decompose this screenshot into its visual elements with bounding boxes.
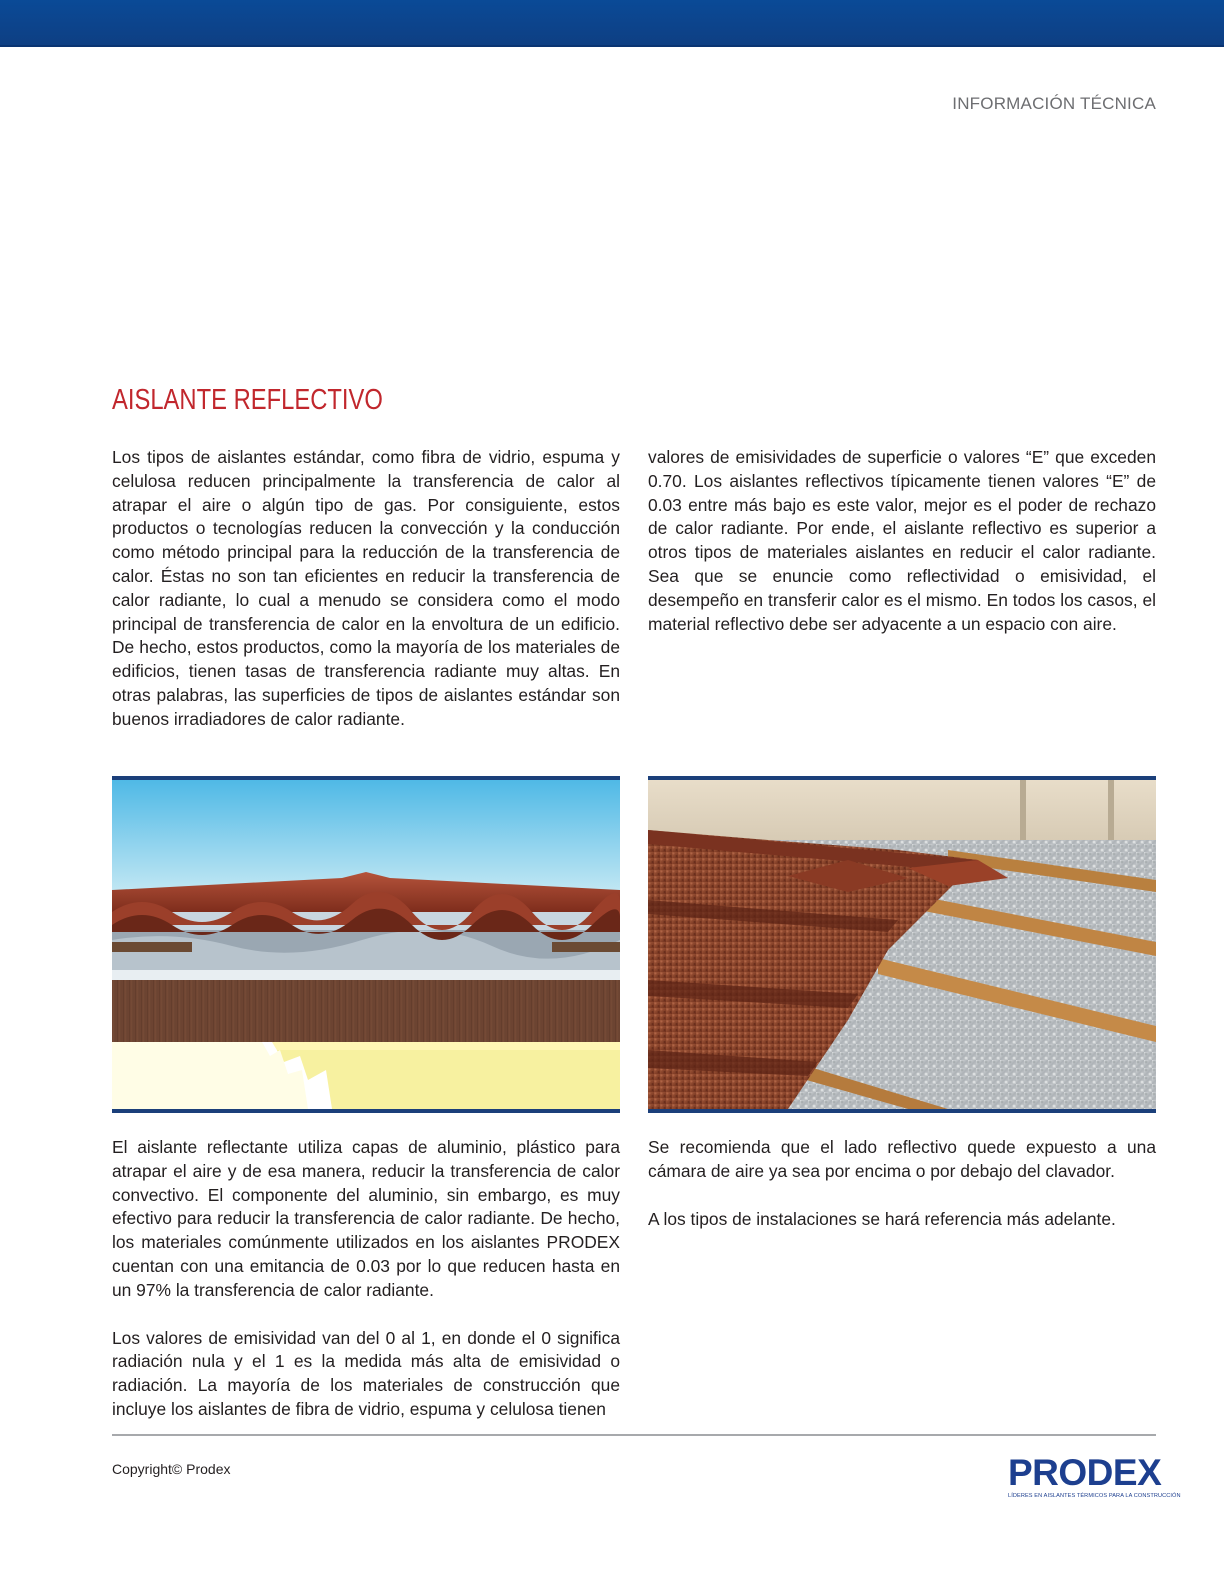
prodex-logo: [1008, 1452, 1181, 1499]
column-top-right: [648, 446, 1156, 636]
logo-wordmark: PRODEX: [1008, 1452, 1162, 1493]
figure-bottom-bar: [648, 1109, 1156, 1113]
paragraph: Los valores de emisividad van del 0 al 1, en donde el 0 significa radiación nula y el 1 es la medida más alta de emisividad o radiación. La mayoría de los materiales de construcción que incluye los aislantes de fibra de vidrio, espuma y celulosa tienen: [112, 1327, 620, 1419]
paragraph: valores de emisividades de superficie o valores “E” que exceden 0.70. Los aislantes reflectivos típicamente tienen valores “E” de 0.03 entre más bajo es este valor, mejor es el poder de rechazo de calor radiante. Por ende, el aislante reflectivo es superior a otros tipos de materiales aislantes en reducir el calor radiante. Sea que se enuncie como reflectividad o emisividad, el desempeño en transferir calor es el mismo. En todos los casos, el material reflectivo debe ser adyacente a un espacio con aire.: [648, 447, 1156, 634]
paragraph: A los tipos de instalaciones se hará referencia más adelante.: [648, 1208, 1116, 1229]
copyright: Copyright© Prodex: [112, 1461, 231, 1477]
roof-tiles-figure: [648, 776, 1156, 1113]
paragraph: Se recomienda que el lado reflectivo quede expuesto a una cámara de aire ya sea por encima o por debajo del clavador.: [648, 1137, 1156, 1181]
roof-section-illustration-icon: [112, 780, 620, 1109]
column-bottom-right: [648, 1136, 1156, 1231]
roof-section-figure: [112, 776, 620, 1113]
roof-tiles-photo-icon: [648, 780, 1156, 1109]
section-title: AISLANTE REFLECTIVO: [112, 384, 383, 416]
logo-tagline: LÍDERES EN AISLANTES TÉRMICOS PARA LA CONSTRUCCIÓN: [1008, 1493, 1181, 1499]
paragraph: Los tipos de aislantes estándar, como fibra de vidrio, espuma y celulosa reducen principalmente la transferencia de calor al atrapar el aire o algún tipo de gas. Por consiguiente, estos productos o tecnologías reducen la convección y la conducción como método principal para la reducción de la transferencia de calor. Éstas no son tan eficientes en reducir la transferencia de calor radiante, lo cual a menudo se considera como el modo principal de transferencia de calor en la envoltura de un edificio. De hecho, estos productos, como la mayoría de los materiales de edificios, tienen tasas de transferencia radiante muy altas. En otras palabras, las superficies de tipos de aislantes estándar son buenos irradiadores de calor radiante.: [112, 447, 620, 729]
header-label: INFORMACIÓN TÉCNICA: [952, 94, 1156, 113]
column-top-left: [112, 446, 620, 732]
column-bottom-left: [112, 1136, 620, 1422]
top-band: [0, 0, 1224, 47]
footer-rule: [112, 1434, 1156, 1436]
paragraph: El aislante reflectante utiliza capas de aluminio, plástico para atrapar el aire y de esa manera, reducir la transferencia de calor convectivo. El componente del aluminio, sin embargo, es muy efectivo para reducir la transferencia de calor radiante. De hecho, los materiales comúnmente utilizados en los aislantes PRODEX cuentan con una emitancia de 0.03 por lo que reducen hasta en un 97% la transferencia de calor radiante.: [112, 1137, 620, 1300]
figure-bottom-bar: [112, 1109, 620, 1113]
